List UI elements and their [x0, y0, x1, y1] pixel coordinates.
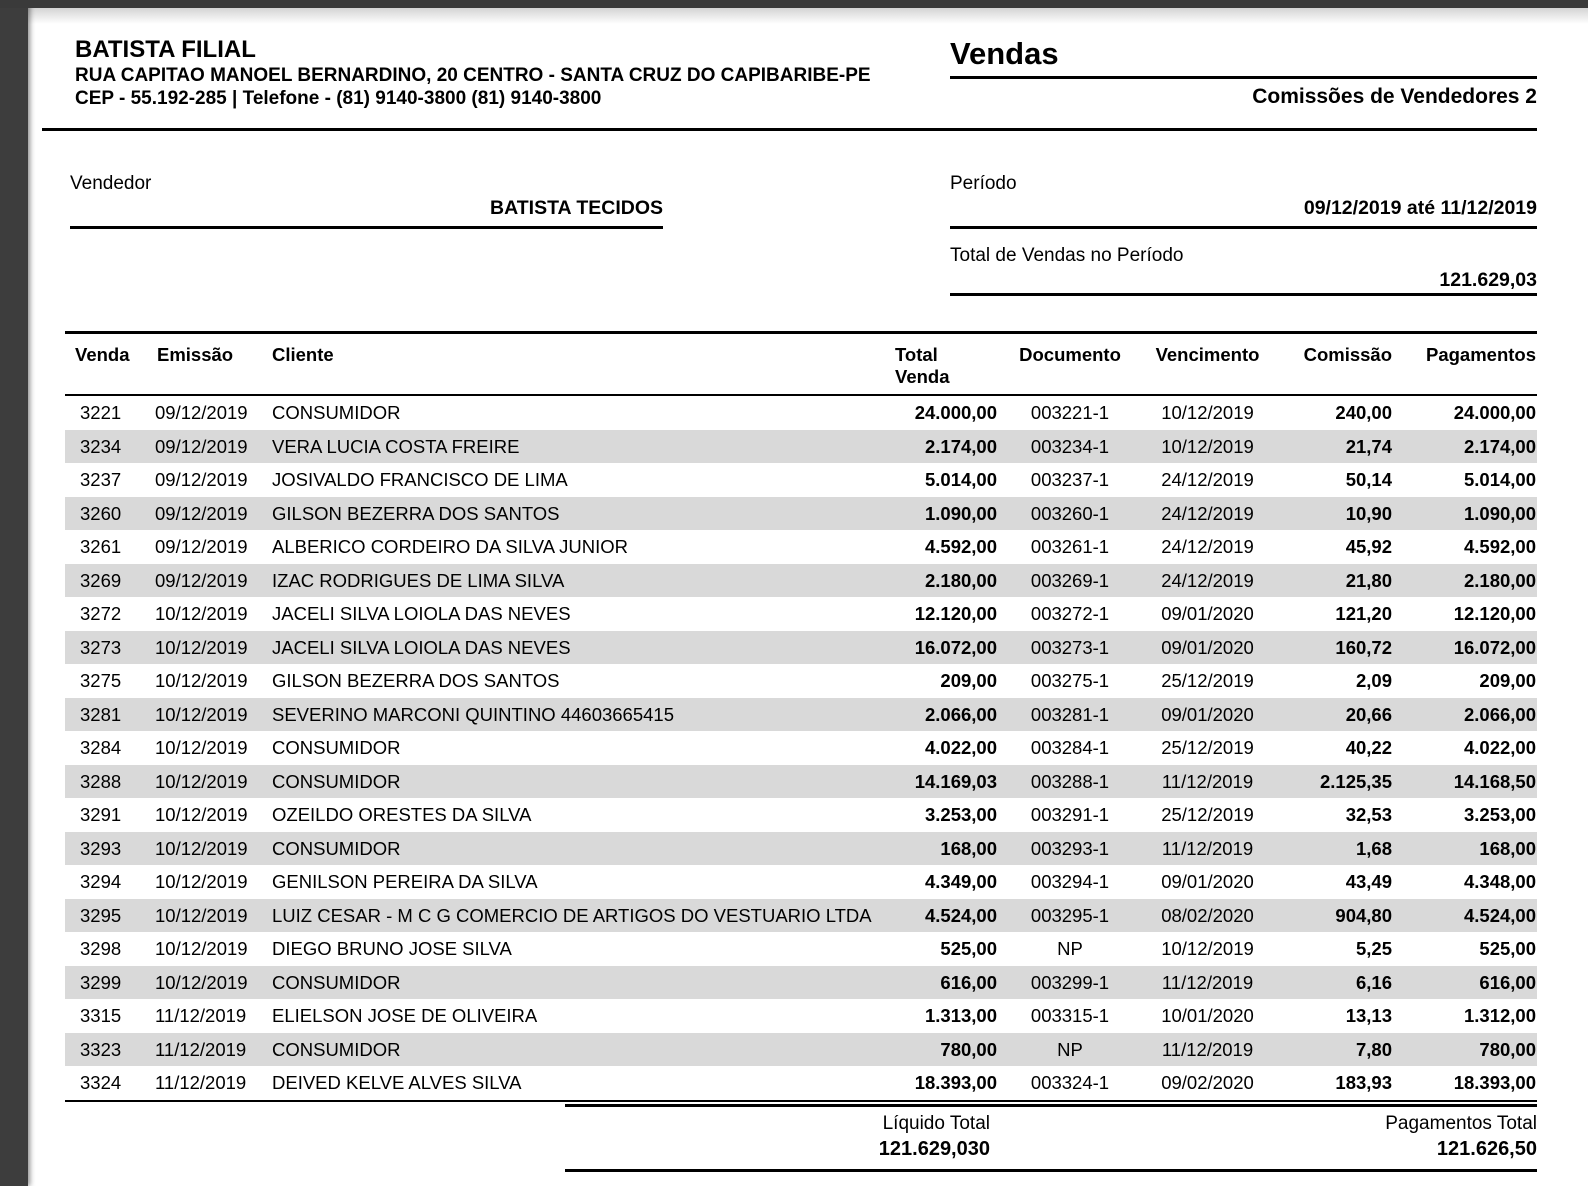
cell-venda: 3315: [80, 1005, 122, 1026]
cell-documento: 003234-1: [1030, 435, 1110, 457]
cell-documento: 003261-1: [1030, 536, 1110, 557]
header-divider: [42, 128, 1537, 131]
cell-cliente: OZEILDO ORESTES DA SILVA: [272, 804, 532, 825]
cell-venda: 3295: [80, 904, 122, 926]
cell-documento: 003237-1: [1030, 469, 1110, 490]
cell-vencimento: 09/02/2020: [1140, 1066, 1275, 1101]
cell-comissao: 21,74: [1345, 435, 1392, 457]
cell-cliente: LUIZ CESAR - M C G COMERCIO DE ARTIGOS DO VESTUARIO LTDA: [272, 904, 872, 926]
cell-vencimento: 09/01/2020: [1161, 703, 1254, 725]
table-row: [65, 564, 1537, 598]
cell-emissao: 09/12/2019: [155, 502, 248, 524]
cell-documento: 003291-1: [1030, 804, 1110, 825]
cell-vencimento: 10/01/2020: [1161, 1005, 1254, 1026]
cell-documento: 003281-1: [1030, 703, 1110, 725]
cell-vencimento: 11/12/2019: [1161, 837, 1254, 859]
cell-emissao: 10/12/2019: [155, 871, 248, 892]
cell-cliente: CONSUMIDOR: [272, 737, 401, 758]
cell-pagamentos: 4.348,00: [1463, 871, 1536, 892]
cell-total-venda: 14.169,03: [914, 770, 997, 792]
liquido-total-label: Líquido Total: [882, 1113, 990, 1134]
viewer-left-edge: [0, 0, 28, 1186]
col-header-total-venda: [890, 333, 1000, 396]
cell-cliente: GILSON BEZERRA DOS SANTOS: [272, 670, 560, 691]
company-header: [75, 36, 871, 110]
total-vendas-label: Total de Vendas no Período: [950, 245, 1184, 266]
cell-cliente: CONSUMIDOR: [272, 1038, 401, 1060]
total-vendas-value: 121.629,03: [1439, 269, 1537, 291]
cell-venda: 3221: [80, 402, 122, 423]
cell-documento: 003272-1: [1030, 603, 1110, 624]
cell-cliente: JACELI SILVA LOIOLA DAS NEVES: [272, 603, 571, 624]
cell-venda: 3275: [80, 670, 122, 691]
cell-total-venda: 4.349,00: [924, 871, 997, 892]
cell-vencimento: 24/12/2019: [1161, 536, 1254, 557]
cell-emissao: 09/12/2019: [155, 402, 248, 423]
cell-venda: 3298: [80, 938, 122, 959]
cell-documento: 003324-1: [1000, 1066, 1140, 1101]
table-row: [65, 999, 1537, 1033]
table-row: [65, 798, 1537, 832]
cell-comissao: 2,09: [1355, 670, 1392, 691]
pagamentos-total-block: [1385, 1112, 1537, 1162]
cell-pagamentos: 780,00: [1479, 1038, 1536, 1060]
cell-documento: 003315-1: [1030, 1005, 1110, 1026]
totals-footer: [565, 1104, 1537, 1172]
cell-venda: 3260: [80, 502, 122, 524]
cell-comissao: 7,80: [1355, 1038, 1392, 1060]
cell-comissao: 32,53: [1345, 804, 1392, 825]
cell-documento: 003295-1: [1030, 904, 1110, 926]
cell-comissao: 240,00: [1335, 402, 1392, 423]
cell-venda: 3234: [80, 435, 122, 457]
cell-emissao: 10/12/2019: [155, 837, 248, 859]
cell-total-venda: 24.000,00: [914, 402, 997, 423]
sales-table-body: [65, 395, 1537, 1101]
cell-comissao: 43,49: [1345, 871, 1392, 892]
table-row: [65, 530, 1537, 564]
cell-pagamentos: 1.312,00: [1463, 1005, 1536, 1026]
cell-cliente: CONSUMIDOR: [272, 402, 401, 423]
col-header-cliente: Cliente: [270, 333, 890, 396]
col-header-pagamentos: Pagamentos: [1392, 333, 1537, 396]
table-row: [65, 698, 1537, 732]
cell-documento: 003269-1: [1030, 569, 1110, 591]
page-top-shadow: [28, 8, 1588, 24]
cell-vencimento: 24/12/2019: [1161, 469, 1254, 490]
table-row: [65, 1066, 1537, 1101]
cell-documento: 003288-1: [1030, 770, 1110, 792]
cell-total-venda: 1.313,00: [924, 1005, 997, 1026]
cell-vencimento: 09/01/2020: [1161, 871, 1254, 892]
cell-venda: 3281: [80, 703, 122, 725]
cell-pagamentos: 168,00: [1479, 837, 1536, 859]
cell-vencimento: 24/12/2019: [1161, 569, 1254, 591]
table-row: [65, 463, 1537, 497]
viewer-top-edge: [0, 0, 1588, 8]
cell-cliente: IZAC RODRIGUES DE LIMA SILVA: [272, 569, 565, 591]
cell-pagamentos: 616,00: [1479, 971, 1536, 993]
pagamentos-total-value: 121.626,50: [1436, 1138, 1537, 1160]
cell-vencimento: 25/12/2019: [1161, 670, 1254, 691]
cell-cliente: SEVERINO MARCONI QUINTINO 44603665415: [272, 703, 675, 725]
table-row: [65, 395, 1537, 430]
cell-comissao: 904,80: [1335, 904, 1392, 926]
cell-total-venda: 18.393,00: [890, 1066, 1000, 1101]
total-vendas-field: [950, 244, 1537, 296]
col-header-emissao: Emissão: [145, 333, 270, 396]
table-row: [65, 731, 1537, 765]
cell-cliente: VERA LUCIA COSTA FREIRE: [272, 435, 520, 457]
cell-vencimento: 11/12/2019: [1161, 1038, 1254, 1060]
cell-emissao: 10/12/2019: [155, 703, 248, 725]
company-address: RUA CAPITAO MANOEL BERNARDINO, 20 CENTRO - SANTA CRUZ DO CAPIBARIBE-PE: [75, 65, 871, 86]
cell-cliente: JOSIVALDO FRANCISCO DE LIMA: [272, 469, 568, 490]
cell-cliente: JACELI SILVA LOIOLA DAS NEVES: [272, 636, 571, 658]
cell-emissao: 11/12/2019: [145, 1066, 270, 1101]
cell-pagamentos: 1.090,00: [1463, 502, 1536, 524]
cell-total-venda: 2.180,00: [924, 569, 997, 591]
cell-pagamentos: 2.066,00: [1463, 703, 1536, 725]
cell-venda: 3299: [80, 971, 122, 993]
table-row: [65, 597, 1537, 631]
cell-venda: 3294: [80, 871, 122, 892]
cell-pagamentos: 4.524,00: [1463, 904, 1536, 926]
cell-pagamentos: 3.253,00: [1463, 804, 1536, 825]
cell-documento: NP: [1057, 938, 1083, 959]
cell-documento: 003299-1: [1030, 971, 1110, 993]
vendedor-value: BATISTA TECIDOS: [490, 197, 663, 219]
cell-total-venda: 3.253,00: [924, 804, 997, 825]
cell-cliente: DIEGO BRUNO JOSE SILVA: [272, 938, 512, 959]
table-row: [65, 631, 1537, 665]
table-row: [65, 865, 1537, 899]
report-subtitle: Comissões de Vendedores 2: [1252, 85, 1537, 108]
cell-documento: 003221-1: [1030, 402, 1110, 423]
col-header-vencimento: Vencimento: [1140, 333, 1275, 396]
cell-cliente: DEIVED KELVE ALVES SILVA: [270, 1066, 890, 1101]
cell-comissao: 13,13: [1345, 1005, 1392, 1026]
cell-pagamentos: 209,00: [1479, 670, 1536, 691]
cell-cliente: GILSON BEZERRA DOS SANTOS: [272, 502, 560, 524]
cell-vencimento: 25/12/2019: [1161, 804, 1254, 825]
pagamentos-total-label: Pagamentos Total: [1385, 1113, 1537, 1134]
cell-venda: 3237: [80, 469, 122, 490]
cell-pagamentos: 525,00: [1479, 938, 1536, 959]
cell-documento: 003293-1: [1030, 837, 1110, 859]
table-row: [65, 832, 1537, 866]
cell-venda: 3323: [80, 1038, 122, 1060]
cell-total-venda: 616,00: [940, 971, 997, 993]
liquido-total-block: [565, 1112, 990, 1162]
cell-comissao: 5,25: [1355, 938, 1392, 959]
cell-cliente: CONSUMIDOR: [272, 770, 401, 792]
cell-pagamentos: 4.592,00: [1463, 536, 1536, 557]
col-header-venda: Venda: [65, 333, 145, 396]
cell-emissao: 10/12/2019: [155, 670, 248, 691]
company-name: BATISTA FILIAL: [75, 36, 256, 63]
cell-venda: 3288: [80, 770, 122, 792]
cell-vencimento: 24/12/2019: [1161, 502, 1254, 524]
cell-venda: 3261: [80, 536, 122, 557]
cell-documento: 003260-1: [1030, 502, 1110, 524]
cell-total-venda: 2.066,00: [924, 703, 997, 725]
cell-cliente: GENILSON PEREIRA DA SILVA: [272, 871, 538, 892]
cell-vencimento: 11/12/2019: [1161, 770, 1254, 792]
periodo-label: Período: [950, 173, 1017, 194]
table-row: [65, 765, 1537, 799]
cell-comissao: 160,72: [1335, 636, 1392, 658]
cell-cliente: CONSUMIDOR: [272, 837, 401, 859]
cell-emissao: 11/12/2019: [155, 1038, 247, 1060]
col-header-documento: Documento: [1000, 333, 1140, 396]
cell-pagamentos: 5.014,00: [1463, 469, 1536, 490]
col-header-total-line2: Venda: [895, 366, 950, 387]
cell-emissao: 09/12/2019: [155, 435, 248, 457]
vendedor-label: Vendedor: [70, 173, 152, 194]
cell-pagamentos: 4.022,00: [1463, 737, 1536, 758]
sales-table-header: [65, 333, 1537, 396]
table-row: [65, 966, 1537, 1000]
cell-pagamentos: 12.120,00: [1453, 603, 1536, 624]
cell-total-venda: 209,00: [940, 670, 997, 691]
cell-comissao: 21,80: [1345, 569, 1392, 591]
cell-comissao: 2.125,35: [1319, 770, 1392, 792]
cell-emissao: 11/12/2019: [155, 1005, 247, 1026]
cell-emissao: 10/12/2019: [155, 971, 248, 993]
cell-total-venda: 4.524,00: [924, 904, 997, 926]
cell-comissao: 10,90: [1345, 502, 1392, 524]
cell-venda: 3272: [80, 603, 122, 624]
cell-vencimento: 10/12/2019: [1161, 938, 1254, 959]
cell-comissao: 6,16: [1355, 971, 1392, 993]
cell-vencimento: 09/01/2020: [1161, 636, 1254, 658]
cell-documento: 003294-1: [1030, 871, 1110, 892]
cell-comissao: 183,93: [1275, 1066, 1392, 1101]
table-row: [65, 932, 1537, 966]
cell-pagamentos: 2.180,00: [1463, 569, 1536, 591]
cell-cliente: ALBERICO CORDEIRO DA SILVA JUNIOR: [272, 536, 629, 557]
cell-emissao: 09/12/2019: [155, 536, 248, 557]
cell-emissao: 10/12/2019: [155, 938, 248, 959]
cell-total-venda: 525,00: [940, 938, 997, 959]
cell-documento: NP: [1057, 1038, 1083, 1060]
cell-documento: 003275-1: [1030, 670, 1110, 691]
cell-pagamentos: 18.393,00: [1392, 1066, 1537, 1101]
table-row: [65, 664, 1537, 698]
cell-total-venda: 168,00: [940, 837, 997, 859]
cell-comissao: 50,14: [1345, 469, 1392, 490]
report-title: Vendas: [950, 36, 1537, 79]
cell-vencimento: 11/12/2019: [1161, 971, 1254, 993]
cell-documento: 003273-1: [1030, 636, 1110, 658]
table-row: [65, 1033, 1537, 1067]
cell-emissao: 10/12/2019: [155, 770, 248, 792]
cell-emissao: 10/12/2019: [155, 737, 248, 758]
cell-venda: 3284: [80, 737, 122, 758]
cell-vencimento: 10/12/2019: [1161, 402, 1254, 423]
cell-total-venda: 5.014,00: [924, 469, 997, 490]
cell-emissao: 10/12/2019: [155, 804, 248, 825]
cell-emissao: 09/12/2019: [155, 469, 248, 490]
cell-venda: 3324: [65, 1066, 145, 1101]
col-header-total-line1: Total: [895, 344, 938, 365]
cell-emissao: 10/12/2019: [155, 603, 248, 624]
vendedor-field: [70, 172, 663, 229]
col-header-comissao: Comissão: [1275, 333, 1392, 396]
cell-total-venda: 2.174,00: [924, 435, 997, 457]
report-title-block: [950, 36, 1537, 110]
liquido-total-value: 121.629,030: [878, 1138, 990, 1160]
cell-vencimento: 25/12/2019: [1161, 737, 1254, 758]
cell-pagamentos: 2.174,00: [1463, 435, 1536, 457]
table-row: [65, 899, 1537, 933]
cell-emissao: 10/12/2019: [155, 904, 248, 926]
company-contact: CEP - 55.192-285 | Telefone - (81) 9140-3800 (81) 9140-3800: [75, 88, 602, 109]
cell-total-venda: 4.592,00: [924, 536, 997, 557]
cell-pagamentos: 16.072,00: [1453, 636, 1536, 658]
cell-comissao: 20,66: [1345, 703, 1392, 725]
table-row: [65, 430, 1537, 464]
cell-vencimento: 10/12/2019: [1161, 435, 1254, 457]
cell-venda: 3293: [80, 837, 122, 859]
cell-emissao: 09/12/2019: [155, 569, 248, 591]
cell-emissao: 10/12/2019: [155, 636, 248, 658]
cell-documento: 003284-1: [1030, 737, 1110, 758]
cell-vencimento: 09/01/2020: [1161, 603, 1254, 624]
cell-comissao: 121,20: [1335, 603, 1392, 624]
cell-comissao: 1,68: [1355, 837, 1392, 859]
cell-venda: 3273: [80, 636, 122, 658]
table-row: [65, 497, 1537, 531]
cell-venda: 3291: [80, 804, 122, 825]
cell-total-venda: 780,00: [940, 1038, 997, 1060]
periodo-field: [950, 172, 1537, 229]
cell-total-venda: 16.072,00: [914, 636, 997, 658]
cell-total-venda: 1.090,00: [924, 502, 997, 524]
cell-pagamentos: 24.000,00: [1453, 402, 1536, 423]
cell-vencimento: 08/02/2020: [1161, 904, 1254, 926]
cell-pagamentos: 14.168,50: [1453, 770, 1536, 792]
periodo-value: 09/12/2019 até 11/12/2019: [1303, 197, 1537, 219]
cell-comissao: 40,22: [1345, 737, 1392, 758]
cell-cliente: ELIELSON JOSE DE OLIVEIRA: [272, 1005, 538, 1026]
cell-total-venda: 4.022,00: [924, 737, 997, 758]
cell-total-venda: 12.120,00: [914, 603, 997, 624]
cell-venda: 3269: [80, 569, 122, 591]
sales-table: [65, 331, 1537, 1102]
cell-cliente: CONSUMIDOR: [272, 971, 401, 993]
cell-comissao: 45,92: [1345, 536, 1392, 557]
